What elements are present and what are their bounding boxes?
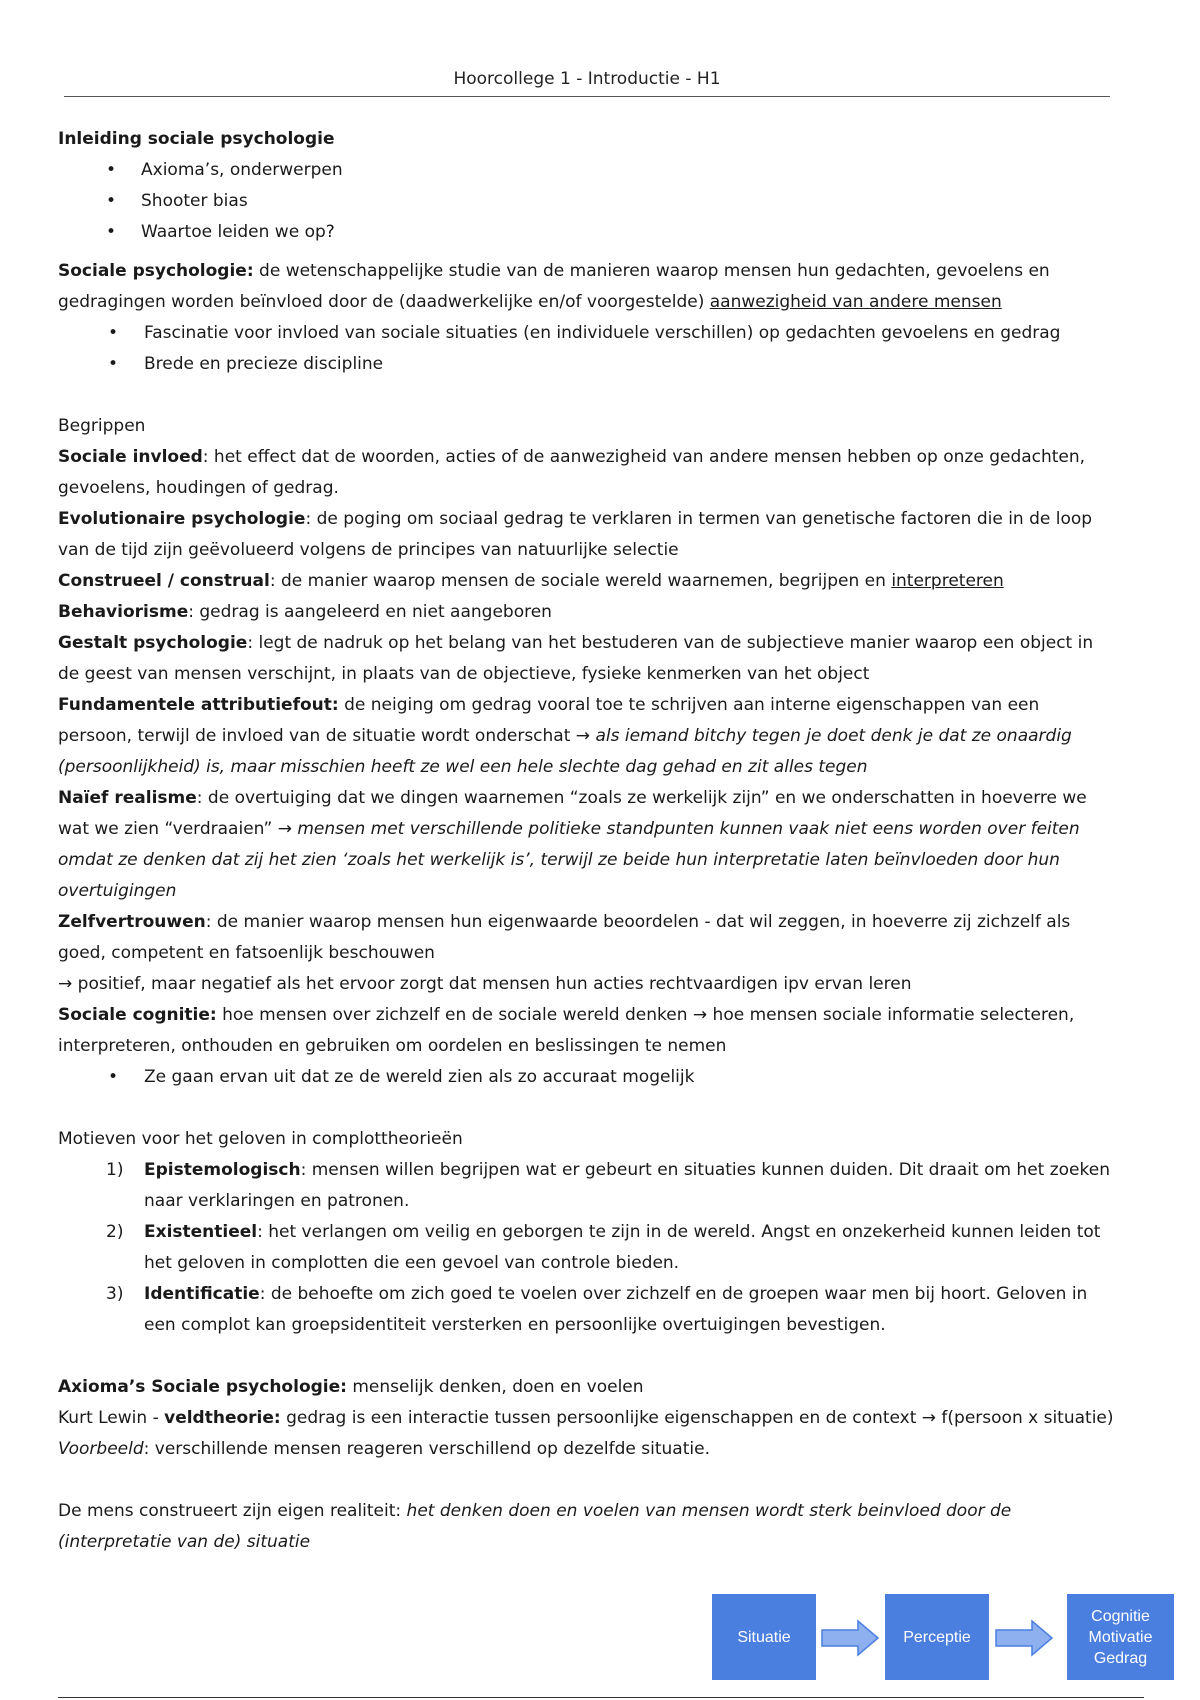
lewin-text: gedrag is een interactie tussen persoonlijke eigenschappen en de context → f(persoon x situatie) <box>280 1408 1114 1428</box>
item-term: Identificatie <box>144 1284 260 1304</box>
item-text: : het verlangen om veilig en geborgen te zijn in de wereld. Angst en onzekerheid kunnen leiden tot het geloven in complotten die een gevoel van controle bieden. <box>144 1222 1101 1273</box>
axioma-text: menselijk denken, doen en voelen <box>346 1377 644 1397</box>
document-body <box>58 124 1118 1558</box>
term-label: Behaviorisme <box>58 602 189 622</box>
term-text: : het effect dat de woorden, acties of de aanwezigheid van andere mensen hebben op onze gedachten, gevoelens, houdingen of gedrag. <box>58 447 1086 498</box>
term-example: als iemand bitchy tegen je doet denk je dat ze onaardig (persoonlijkheid) is, maar misschien heeft ze wel een hele slechte dag gehad en zit alles tegen <box>58 726 1072 777</box>
intro-title: Inleiding sociale psychologie <box>58 129 335 149</box>
term-label: Construeel / construal <box>58 571 270 591</box>
term-text: de neiging om gedrag vooral toe te schrijven aan interne eigenschappen van een persoon, terwijl de invloed van de situatie wordt onderschat → <box>58 695 1040 746</box>
begrippen-heading: Begrippen <box>58 416 146 436</box>
item-term: Epistemologisch <box>144 1160 301 1180</box>
list-item <box>58 1155 1118 1217</box>
motieven-list <box>58 1155 1118 1341</box>
voorbeeld-text: : verschillende mensen reageren verschillend op dezelfde situatie. <box>143 1439 710 1459</box>
term-label: Fundamentele attributiefout: <box>58 695 339 715</box>
list-item: • Shooter bias <box>58 186 1118 217</box>
list-item <box>58 1279 1118 1341</box>
realiteit-italic-2: van mensen wordt sterk beinvloed door de (interpretatie van de) situatie <box>58 1501 1012 1552</box>
item-text: : mensen willen begrijpen wat er gebeurt en situaties kunnen duiden. Dit draait om het zoeken naar verklaringen en patronen. <box>144 1160 1110 1211</box>
item-term: Existentieel <box>144 1222 258 1242</box>
list-item: • Axioma’s, onderwerpen <box>58 155 1118 186</box>
lewin-paragraph <box>58 1403 1118 1465</box>
item-number: 1) <box>106 1160 124 1180</box>
realiteit-paragraph <box>58 1496 1058 1558</box>
page-header <box>64 66 1110 97</box>
process-diagram <box>712 1594 1176 1680</box>
term-evolutionaire <box>58 504 1118 566</box>
cognitie-box <box>1067 1594 1174 1680</box>
definition-paragraph <box>58 256 1118 318</box>
cognitie-bullets <box>58 1062 1118 1093</box>
intro-list <box>58 155 1118 248</box>
definition-text: de wetenschappelijke studie van de manieren waarop mensen hun gedachten, gevoelens en gedragingen worden beïnvloed door de (daadwerkelijke en/of voorgestelde) <box>58 261 1050 312</box>
axioma-term: Axioma’s Sociale psychologie: <box>58 1377 347 1397</box>
item-text: : de behoefte om zich goed te voelen over zichzelf en de groepen waar men bij hoort. Geloven in een complot kan groepsidentiteit versterken en persoonlijke overtuigingen bevestigen. <box>144 1284 1088 1335</box>
item-number: 3) <box>106 1284 124 1304</box>
box-label: Motivatie <box>1088 1628 1153 1646</box>
voorbeeld-label: Voorbeeld <box>58 1439 144 1459</box>
lewin-name: Kurt Lewin - <box>58 1408 165 1428</box>
perceptie-box <box>885 1594 989 1680</box>
term-label: Gestalt psychologie <box>58 633 248 653</box>
motieven-heading: Motieven voor het geloven in complottheorieën <box>58 1129 463 1149</box>
list-item: • Ze gaan ervan uit dat ze de wereld zien als zo accuraat mogelijk <box>58 1062 1118 1093</box>
term-naief <box>58 783 1118 907</box>
term-label: Sociale invloed <box>58 447 203 467</box>
term-gestalt <box>58 628 1118 690</box>
term-behaviorisme <box>58 597 1118 628</box>
situatie-box <box>712 1594 816 1680</box>
term-construeel <box>58 566 1118 597</box>
term-text: : legt de nadruk op het belang van het bestuderen van de subjectieve manier waarop een object in de geest van mensen verschijnt, in plaats van de objectieve, fysieke kenmerken van het object <box>58 633 1094 684</box>
arrow-right-icon <box>994 1618 1054 1658</box>
bottom-divider <box>58 1697 1144 1698</box>
list-item: • Waartoe leiden we op? <box>58 217 1118 248</box>
lewin-term: veldtheorie: <box>164 1408 281 1428</box>
zelfvertrouwen-note: → positief, maar negatief als het ervoor zorgt dat mensen hun acties rechtvaardigen ipv ervan leren <box>58 974 912 994</box>
term-example: mensen met verschillende politieke standpunten kunnen vaak niet eens worden over feiten omdat ze denken dat zij het zien ‘zoals het werkelijk is’, terwijl ze beide hun interpretatie laten beïnvloeden door hun overtuigingen <box>58 819 1080 901</box>
term-label: Sociale cognitie: <box>58 1005 217 1025</box>
realiteit-italic-mid: en voelen <box>556 1501 640 1521</box>
term-fundamentele <box>58 690 1118 783</box>
page-title: Hoorcollege 1 - Introductie - H1 <box>453 69 721 89</box>
list-item: • Fascinatie voor invloed van sociale situaties (en individuele verschillen) op gedachten gevoelens en gedrag <box>58 318 1118 349</box>
box-label: Cognitie <box>1091 1607 1150 1625</box>
definition-underlined: aanwezigheid van andere mensen <box>709 292 1002 312</box>
term-label: Zelfvertrouwen <box>58 912 206 932</box>
realiteit-pre: De mens construeert zijn eigen realiteit: <box>58 1501 407 1521</box>
box-label: Situatie <box>737 1628 791 1646</box>
list-item <box>58 1217 1118 1279</box>
term-sociale-cognitie <box>58 1000 1118 1062</box>
definition-bullets <box>58 318 1118 380</box>
term-label: Evolutionaire psychologie <box>58 509 306 529</box>
arrow-right-icon <box>820 1618 880 1658</box>
term-underlined: interpreteren <box>891 571 1004 591</box>
realiteit-italic-1: het denken doen <box>406 1501 557 1521</box>
term-sociale-invloed <box>58 442 1118 504</box>
axioma-paragraph <box>58 1372 1118 1403</box>
term-text: : de manier waarop mensen hun eigenwaarde beoordelen - dat wil zeggen, in hoeverre zij zichzelf als goed, competent en fatsoenlijk beschouwen <box>58 912 1071 963</box>
term-text: : de overtuiging dat we dingen waarnemen “zoals ze werkelijk zijn” en we onderschatten in hoeverre we wat we zien “verdraaien” → <box>58 788 1087 839</box>
term-text: : gedrag is aangeleerd en niet aangeboren <box>188 602 552 622</box>
box-label: Gedrag <box>1093 1649 1148 1667</box>
list-item: • Brede en precieze discipline <box>58 349 1118 380</box>
term-text: hoe mensen over zichzelf en de sociale wereld denken → hoe mensen sociale informatie selecteren, interpreteren, onthouden en gebruiken om oordelen en beslissingen te nemen <box>58 1005 1075 1056</box>
box-label: Perceptie <box>903 1628 971 1646</box>
term-label: Naïef realisme <box>58 788 197 808</box>
item-number: 2) <box>106 1222 124 1242</box>
term-zelfvertrouwen <box>58 907 1118 969</box>
term-text: : de manier waarop mensen de sociale wereld waarnemen, begrijpen en <box>269 571 892 591</box>
term-text: : de poging om sociaal gedrag te verklaren in termen van genetische factoren die in de loop van de tijd zijn geëvolueerd volgens de principes van natuurlijke selectie <box>58 509 1093 560</box>
definition-term: Sociale psychologie: <box>58 261 254 281</box>
